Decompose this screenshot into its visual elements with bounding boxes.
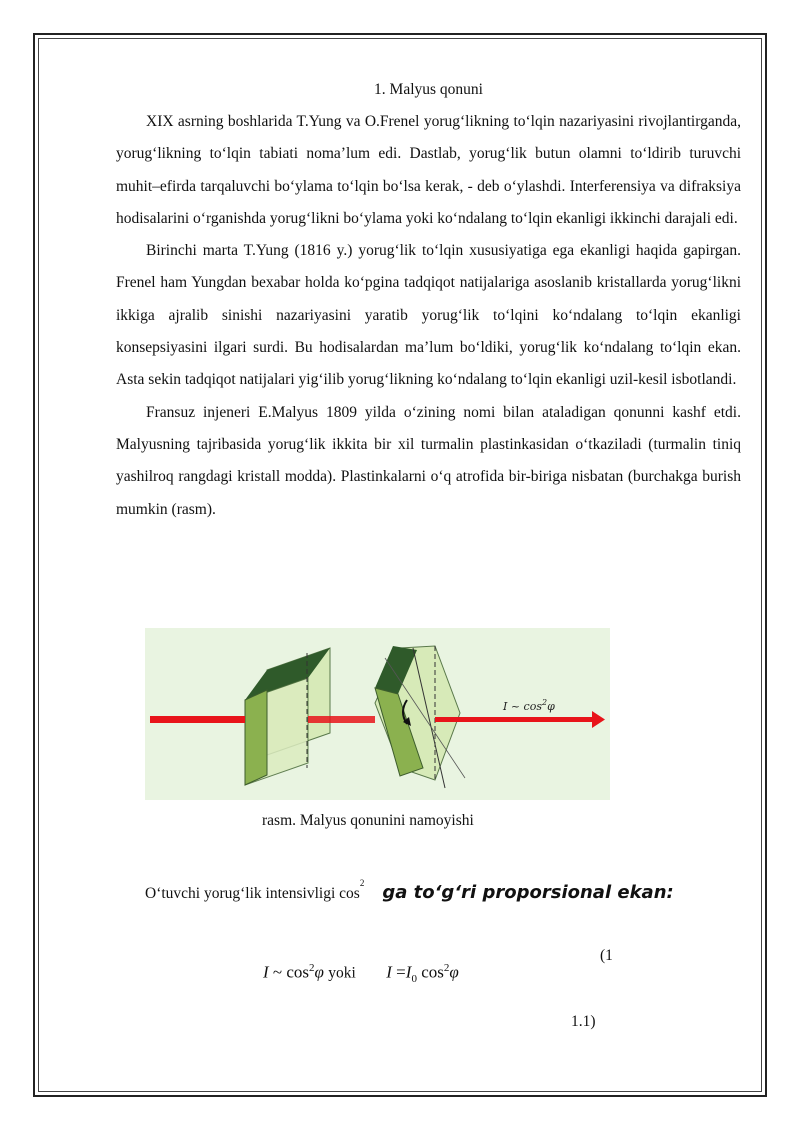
intensity-label: I ~ $\cos^2\varphi$ [503,698,555,713]
figure-illustration [145,628,610,800]
polarizer-1-side [245,690,267,785]
malus-formula [263,962,459,985]
formula-i0-sub: 0 [411,973,417,986]
formula-phi-right: φ [449,962,459,982]
statement-text: O‘tuvchi yorug‘lik intensivligi cos [145,885,360,902]
statement-emphasis: ga to‘g‘ri proporsional ekan: [382,882,674,903]
formula-intensity-var-right: I [386,962,392,982]
light-beam-out [435,717,595,722]
formula-phi-left: φ [314,962,324,982]
paragraph-1: XIX asrning boshlarida T.Yung va O.Frenel yorug‘likning to‘lqin nazariyasini rivojlantirganda, yorug‘likning to‘lqin tabiati noma’lum edi. Dastlab, yorug‘lik butun olamni to‘ldirib turuvchi muhit–efirda tarqaluvchi bo‘ylama to‘lqin bo‘lsa kerak, - deb o‘ylashdi. Interferensiya va difraksiya hodisalarini o‘rganishda yorug‘likni bo‘ylama yoki ko‘ndalang to‘lqin ekanligi ikkinchi darajali edi. [116,113,741,227]
formula-cos-right: cos [416,962,444,982]
paragraph-2: Birinchi marta T.Yung (1816 y.) yorug‘lik to‘lqin xususiyatiga ega ekanligi haqida gapirgan. Frenel ham Yungdan bexabar holda ko‘pgina tadqiqot natijalariga asoslanib kristallarda yorug‘likni ikkiga ajralib sinishi nazariyasini yaratib yorug‘lik to‘lqini ko‘ndalang to‘lqin ekanligi konsepsiyasini ilgari surdi. Bu hodisalardan ma’lum bo‘ldiki, yorug‘lik ko‘ndalang to‘lqin ekan. Asta sekin tadqiqot natijalari yig‘ilib yorug‘likning ko‘ndalang to‘lqin ekanligi uzil-kesil isbotlandi. [116,242,741,389]
malus-law-figure [145,628,610,800]
figure-background [145,628,610,800]
equation-number-line-1: (1 [600,947,613,964]
formula-exp-right: 2 [443,962,450,974]
light-beam-mid [308,716,375,723]
equation-number-line-2: 1.1) [571,1013,596,1030]
formula-equals: = [391,962,406,982]
section-title: 1. Malyus qonuni [374,81,483,98]
formula-exp-left: 2 [309,962,315,974]
statement-exponent: 2 [359,877,365,888]
paragraph-3: Fransuz injeneri E.Malyus 1809 yilda o‘zining nomi bilan ataladigan qonunni kashf etdi. Malyusning tajribasida yorug‘lik ikkita bir xil turmalin plastinkasidan o‘tkaziladi (turmalin tiniq yashilroq rangdagi kristall modda). Plastinkalarni o‘q atrofida bir-biriga nisbatan (burchakga burish mumkin (rasm). [116,403,741,518]
figure-caption: rasm. Malyus qonunini namoyishi [262,812,474,829]
document-body [116,74,741,526]
formula-cos-left: ~ cos [268,962,310,982]
formula-intensity-var: I [263,962,269,982]
formula-connector: yoki [328,964,356,982]
law-statement [145,877,745,903]
light-beam-in [150,716,245,723]
formula-i0: I [405,962,412,982]
